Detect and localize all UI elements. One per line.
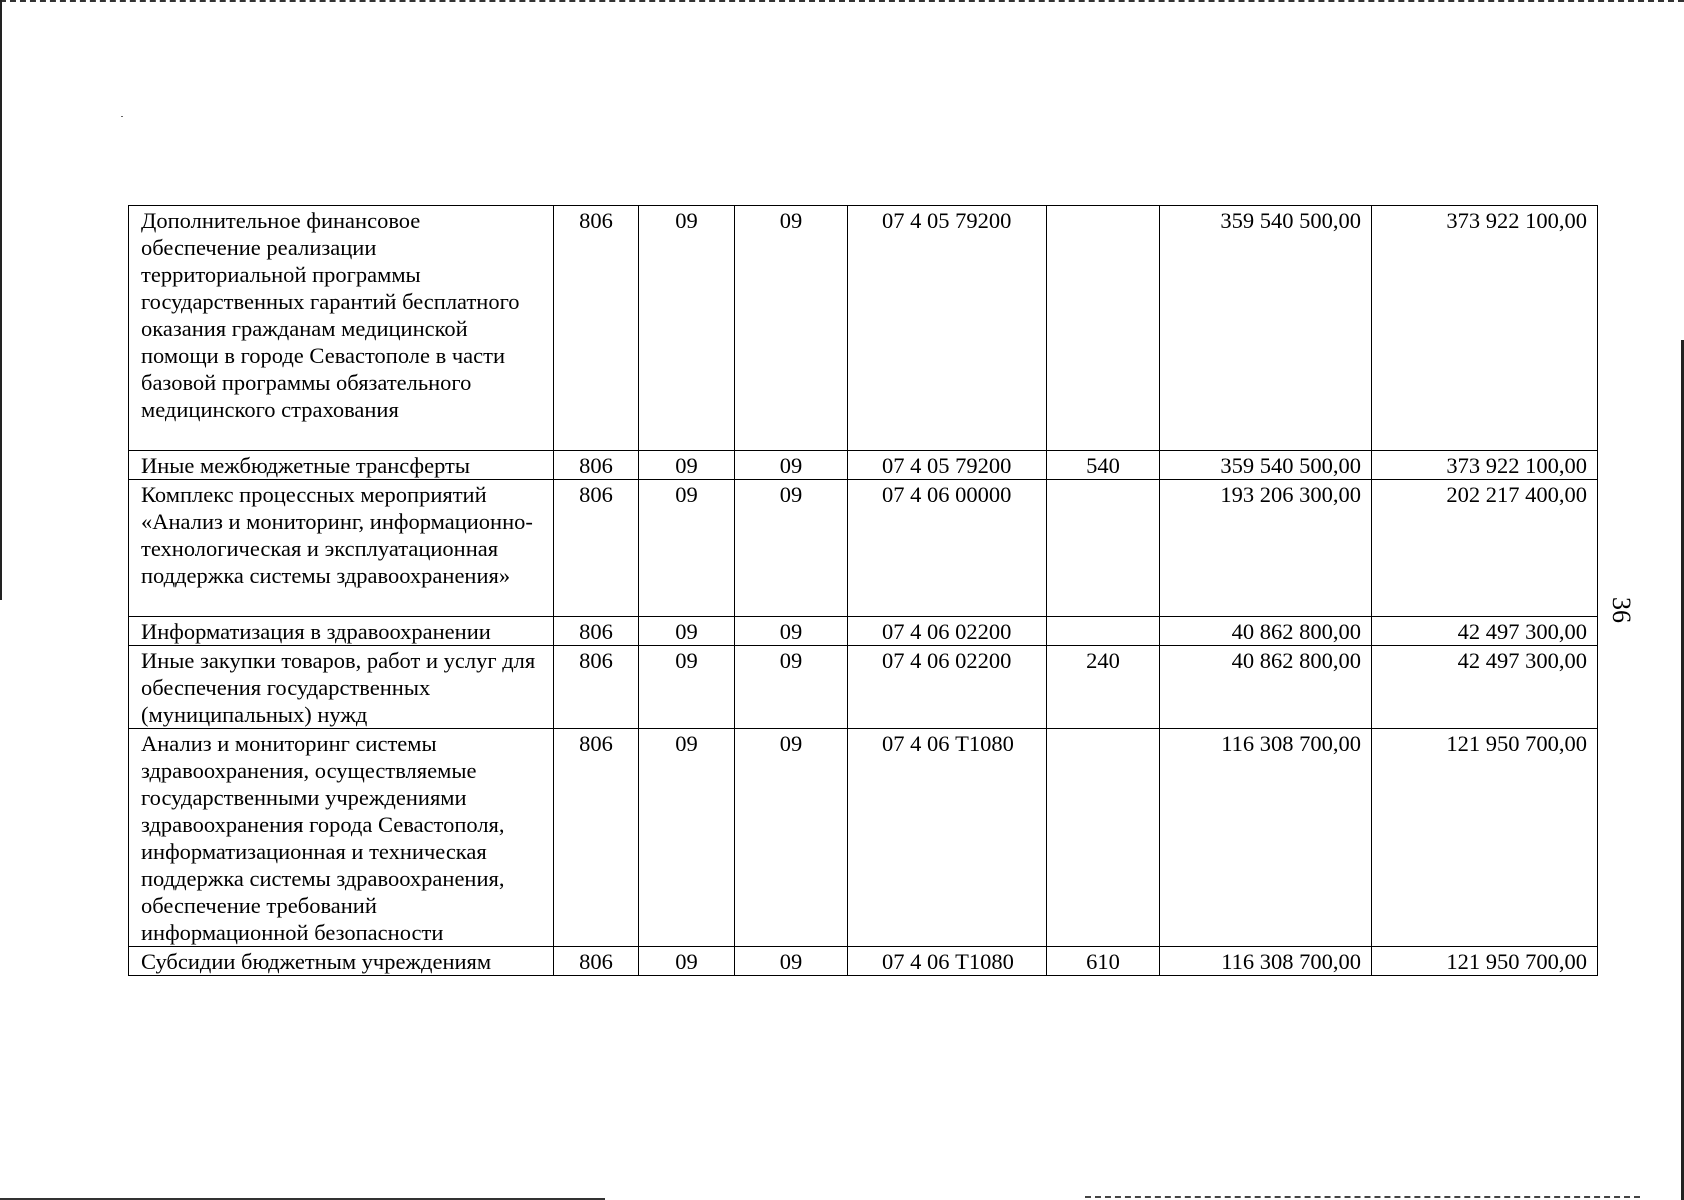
amount-year-1: 359 540 500,00 — [1160, 451, 1372, 480]
section-code: 09 — [639, 480, 735, 617]
expense-type-code: 610 — [1047, 947, 1160, 976]
grbs-code: 806 — [554, 947, 639, 976]
section-code: 09 — [639, 617, 735, 646]
subsection-code: 09 — [735, 729, 848, 947]
table-row — [129, 480, 1598, 617]
scan-edge-left — [0, 0, 2, 600]
target-article-code: 07 4 06 02200 — [848, 646, 1047, 729]
amount-year-1: 359 540 500,00 — [1160, 206, 1372, 451]
grbs-code: 806 — [554, 729, 639, 947]
page-number: 36 — [1607, 597, 1636, 623]
row-name: Иные закупки товаров, работ и услуг для обеспечения государственных (муниципальных) нужд — [129, 646, 554, 729]
expense-type-code: 540 — [1047, 451, 1160, 480]
amount-year-1: 40 862 800,00 — [1160, 617, 1372, 646]
grbs-code: 806 — [554, 451, 639, 480]
amount-year-1: 116 308 700,00 — [1160, 729, 1372, 947]
expense-type-code — [1047, 617, 1160, 646]
row-name: Анализ и мониторинг системы здравоохранения, осуществляемые государственными учреждениями здравоохранения города Севастополя, информатизационная и техническая поддержка системы здравоохранения, обеспечение требований информационной безопасности — [129, 729, 554, 947]
amount-year-1: 116 308 700,00 — [1160, 947, 1372, 976]
subsection-code: 09 — [735, 206, 848, 451]
expense-type-code — [1047, 729, 1160, 947]
scan-edge-bottom-right — [1085, 1196, 1640, 1198]
subsection-code: 09 — [735, 947, 848, 976]
amount-year-2: 202 217 400,00 — [1372, 480, 1598, 617]
row-name: Дополнительное финансовое обеспечение реализации территориальной программы государственных гарантий бесплатного оказания гражданам медицинской помощи в городе Севастополе в части базовой программы обязательного медицинского страхования — [129, 206, 554, 451]
subsection-code: 09 — [735, 617, 848, 646]
section-code: 09 — [639, 451, 735, 480]
amount-year-2: 42 497 300,00 — [1372, 646, 1598, 729]
amount-year-2: 121 950 700,00 — [1372, 947, 1598, 976]
expense-type-code — [1047, 480, 1160, 617]
section-code: 09 — [639, 646, 735, 729]
section-code: 09 — [639, 206, 735, 451]
subsection-code: 09 — [735, 646, 848, 729]
amount-year-2: 42 497 300,00 — [1372, 617, 1598, 646]
amount-year-2: 373 922 100,00 — [1372, 206, 1598, 451]
target-article-code: 07 4 05 79200 — [848, 451, 1047, 480]
expense-type-code: 240 — [1047, 646, 1160, 729]
target-article-code: 07 4 06 00000 — [848, 480, 1047, 617]
row-name: Информатизация в здравоохранении — [129, 617, 554, 646]
scan-speck — [121, 116, 123, 117]
grbs-code: 806 — [554, 617, 639, 646]
amount-year-1: 40 862 800,00 — [1160, 646, 1372, 729]
grbs-code: 806 — [554, 646, 639, 729]
subsection-code: 09 — [735, 451, 848, 480]
table-row — [129, 451, 1598, 480]
table-row — [129, 947, 1598, 976]
amount-year-2: 121 950 700,00 — [1372, 729, 1598, 947]
table-row — [129, 206, 1598, 451]
amount-year-1: 193 206 300,00 — [1160, 480, 1372, 617]
expense-type-code — [1047, 206, 1160, 451]
amount-year-2: 373 922 100,00 — [1372, 451, 1598, 480]
scan-edge-top — [0, 0, 1684, 2]
row-name: Субсидии бюджетным учреждениям — [129, 947, 554, 976]
table-row — [129, 617, 1598, 646]
grbs-code: 806 — [554, 206, 639, 451]
target-article-code: 07 4 06 Т1080 — [848, 729, 1047, 947]
budget-table — [128, 205, 1598, 976]
subsection-code: 09 — [735, 480, 848, 617]
target-article-code: 07 4 06 Т1080 — [848, 947, 1047, 976]
section-code: 09 — [639, 729, 735, 947]
table-row — [129, 646, 1598, 729]
row-name: Иные межбюджетные трансферты — [129, 451, 554, 480]
row-name: Комплекс процессных мероприятий «Анализ и мониторинг, информационно-технологическая и эксплуатационная поддержка системы здравоохранения» — [129, 480, 554, 617]
target-article-code: 07 4 06 02200 — [848, 617, 1047, 646]
grbs-code: 806 — [554, 480, 639, 617]
target-article-code: 07 4 05 79200 — [848, 206, 1047, 451]
section-code: 09 — [639, 947, 735, 976]
table-row — [129, 729, 1598, 947]
